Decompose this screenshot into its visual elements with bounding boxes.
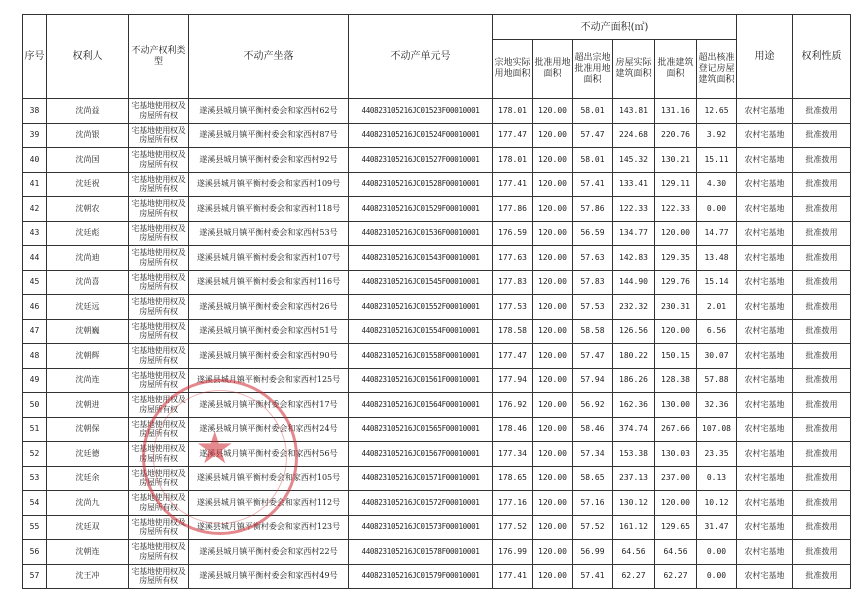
row-right-type: 宅基地使用权及房屋所有权: [129, 221, 189, 246]
row-use: 农村宅基地: [737, 319, 793, 344]
row-seq: 49: [23, 368, 47, 393]
table-row: [23, 466, 851, 491]
row-seq: 45: [23, 270, 47, 295]
header-area-approved: 批准用地面积: [533, 40, 573, 99]
row-right-type: 宅基地使用权及房屋所有权: [129, 564, 189, 589]
header-use: 用途: [737, 15, 793, 99]
table-row: [23, 99, 851, 124]
row-use: 农村宅基地: [737, 99, 793, 124]
row-owner: 沈尚益: [47, 99, 129, 124]
row-owner: 沈尚银: [47, 123, 129, 148]
row-nature: 批准拨用: [793, 417, 851, 442]
row-area-excess: 57.47: [573, 123, 613, 148]
row-building-approved: 150.15: [655, 344, 697, 369]
row-area-excess: 58.01: [573, 99, 613, 124]
row-unit-no: 440823105216JC01523F00010001: [349, 99, 493, 124]
header-area-excess: 超出宗地批准用地面积: [573, 40, 613, 99]
row-area-approved: 120.00: [533, 515, 573, 540]
table-row: [23, 344, 851, 369]
row-use: 农村宅基地: [737, 270, 793, 295]
row-seq: 52: [23, 442, 47, 467]
row-area-approved: 120.00: [533, 466, 573, 491]
row-owner: 沈廷双: [47, 515, 129, 540]
row-seq: 48: [23, 344, 47, 369]
row-right-type: 宅基地使用权及房屋所有权: [129, 148, 189, 173]
row-building-approved: 128.38: [655, 368, 697, 393]
row-building-approved: 120.00: [655, 221, 697, 246]
row-area-actual: 177.47: [493, 344, 533, 369]
row-nature: 批准拨用: [793, 540, 851, 565]
row-seq: 53: [23, 466, 47, 491]
row-building-actual: 134.77: [613, 221, 655, 246]
row-building-actual: 153.38: [613, 442, 655, 467]
row-area-excess: 57.83: [573, 270, 613, 295]
row-area-approved: 120.00: [533, 148, 573, 173]
row-unit-no: 440823105216JC01561F00010001: [349, 368, 493, 393]
row-seq: 41: [23, 172, 47, 197]
row-building-approved: 130.03: [655, 442, 697, 467]
row-area-excess: 57.16: [573, 491, 613, 516]
row-seq: 44: [23, 246, 47, 271]
row-building-actual: 130.12: [613, 491, 655, 516]
row-owner: 沈朝连: [47, 540, 129, 565]
row-area-approved: 120.00: [533, 99, 573, 124]
row-building-actual: 232.32: [613, 295, 655, 320]
row-location: 遂溪县城月镇平衡村委会和家西村105号: [189, 466, 349, 491]
row-unit-no: 440823105216JC01529F00010001: [349, 197, 493, 222]
row-building-excess: 13.48: [697, 246, 737, 271]
row-right-type: 宅基地使用权及房屋所有权: [129, 491, 189, 516]
row-building-approved: 130.21: [655, 148, 697, 173]
row-building-approved: 120.00: [655, 491, 697, 516]
row-building-actual: 126.56: [613, 319, 655, 344]
row-building-approved: 129.35: [655, 246, 697, 271]
table-row: [23, 123, 851, 148]
row-area-actual: 177.52: [493, 515, 533, 540]
row-seq: 54: [23, 491, 47, 516]
row-right-type: 宅基地使用权及房屋所有权: [129, 172, 189, 197]
row-area-actual: 178.65: [493, 466, 533, 491]
row-owner: 沈朝巍: [47, 319, 129, 344]
row-owner: 沈廷德: [47, 442, 129, 467]
table-row: [23, 295, 851, 320]
row-right-type: 宅基地使用权及房屋所有权: [129, 515, 189, 540]
row-area-approved: 120.00: [533, 221, 573, 246]
row-area-excess: 57.86: [573, 197, 613, 222]
row-owner: 沈廷祝: [47, 172, 129, 197]
row-area-excess: 57.63: [573, 246, 613, 271]
row-area-approved: 120.00: [533, 368, 573, 393]
row-seq: 40: [23, 148, 47, 173]
row-right-type: 宅基地使用权及房屋所有权: [129, 368, 189, 393]
table-row: [23, 393, 851, 418]
row-building-actual: 142.83: [613, 246, 655, 271]
row-building-approved: 129.76: [655, 270, 697, 295]
row-right-type: 宅基地使用权及房屋所有权: [129, 295, 189, 320]
table-row: [23, 540, 851, 565]
row-owner: 沈尚九: [47, 491, 129, 516]
row-area-excess: 57.53: [573, 295, 613, 320]
row-building-approved: 130.00: [655, 393, 697, 418]
row-building-excess: 0.00: [697, 540, 737, 565]
row-building-approved: 237.00: [655, 466, 697, 491]
row-area-approved: 120.00: [533, 197, 573, 222]
row-right-type: 宅基地使用权及房屋所有权: [129, 442, 189, 467]
header-location: 不动产坐落: [189, 15, 349, 99]
row-unit-no: 440823105216JC01567F00010001: [349, 442, 493, 467]
row-unit-no: 440823105216JC01573F00010001: [349, 515, 493, 540]
row-right-type: 宅基地使用权及房屋所有权: [129, 540, 189, 565]
row-building-actual: 180.22: [613, 344, 655, 369]
row-seq: 47: [23, 319, 47, 344]
header-building-actual: 房屋实际建筑面积: [613, 40, 655, 99]
row-seq: 42: [23, 197, 47, 222]
row-use: 农村宅基地: [737, 564, 793, 589]
row-building-approved: 129.65: [655, 515, 697, 540]
row-use: 农村宅基地: [737, 197, 793, 222]
row-building-actual: 237.13: [613, 466, 655, 491]
row-nature: 批准拨用: [793, 197, 851, 222]
seal-star-icon: ★: [195, 423, 235, 474]
row-area-actual: 178.46: [493, 417, 533, 442]
row-owner: 沈朝辉: [47, 344, 129, 369]
row-building-excess: 0.00: [697, 564, 737, 589]
row-building-excess: 3.92: [697, 123, 737, 148]
row-building-actual: 144.90: [613, 270, 655, 295]
row-building-excess: 15.11: [697, 148, 737, 173]
row-building-excess: 31.47: [697, 515, 737, 540]
row-building-approved: 230.31: [655, 295, 697, 320]
row-nature: 批准拨用: [793, 393, 851, 418]
row-right-type: 宅基地使用权及房屋所有权: [129, 197, 189, 222]
header-nature: 权利性质: [793, 15, 851, 99]
row-use: 农村宅基地: [737, 172, 793, 197]
row-right-type: 宅基地使用权及房屋所有权: [129, 393, 189, 418]
header-area-group: 不动产面积(㎡): [493, 15, 737, 40]
row-unit-no: 440823105216JC01543F00010001: [349, 246, 493, 271]
row-unit-no: 440823105216JC01527F00010001: [349, 148, 493, 173]
row-location: 遂溪县城月镇平衡村委会和家西村107号: [189, 246, 349, 271]
row-building-actual: 224.68: [613, 123, 655, 148]
row-use: 农村宅基地: [737, 393, 793, 418]
row-right-type: 宅基地使用权及房屋所有权: [129, 319, 189, 344]
row-building-excess: 12.65: [697, 99, 737, 124]
row-seq: 55: [23, 515, 47, 540]
row-use: 农村宅基地: [737, 442, 793, 467]
row-unit-no: 440823105216JC01528F00010001: [349, 172, 493, 197]
row-area-actual: 177.16: [493, 491, 533, 516]
row-use: 农村宅基地: [737, 515, 793, 540]
row-building-excess: 0.13: [697, 466, 737, 491]
row-area-actual: 176.59: [493, 221, 533, 246]
row-building-actual: 64.56: [613, 540, 655, 565]
row-location: 遂溪县城月镇平衡村委会和家西村53号: [189, 221, 349, 246]
row-location: 遂溪县城月镇平衡村委会和家西村92号: [189, 148, 349, 173]
table-row: [23, 148, 851, 173]
row-building-actual: 374.74: [613, 417, 655, 442]
row-nature: 批准拨用: [793, 368, 851, 393]
row-location: 遂溪县城月镇平衡村委会和家西村51号: [189, 319, 349, 344]
row-area-excess: 56.59: [573, 221, 613, 246]
row-owner: 沈朝保: [47, 417, 129, 442]
table-row: [23, 197, 851, 222]
row-right-type: 宅基地使用权及房屋所有权: [129, 99, 189, 124]
row-building-approved: 131.16: [655, 99, 697, 124]
row-right-type: 宅基地使用权及房屋所有权: [129, 123, 189, 148]
row-unit-no: 440823105216JC01524F00010001: [349, 123, 493, 148]
row-building-approved: 129.11: [655, 172, 697, 197]
row-location: 遂溪县城月镇平衡村委会和家西村17号: [189, 393, 349, 418]
header-owner: 权利人: [47, 15, 129, 99]
row-area-excess: 57.94: [573, 368, 613, 393]
row-location: 遂溪县城月镇平衡村委会和家西村87号: [189, 123, 349, 148]
row-building-approved: 64.56: [655, 540, 697, 565]
row-nature: 批准拨用: [793, 344, 851, 369]
row-building-excess: 23.35: [697, 442, 737, 467]
row-building-excess: 57.88: [697, 368, 737, 393]
row-area-excess: 58.01: [573, 148, 613, 173]
row-area-approved: 120.00: [533, 417, 573, 442]
row-nature: 批准拨用: [793, 123, 851, 148]
row-use: 农村宅基地: [737, 491, 793, 516]
row-location: 遂溪县城月镇平衡村委会和家西村112号: [189, 491, 349, 516]
row-area-approved: 120.00: [533, 172, 573, 197]
row-nature: 批准拨用: [793, 172, 851, 197]
row-building-excess: 2.01: [697, 295, 737, 320]
row-unit-no: 440823105216JC01572F00010001: [349, 491, 493, 516]
row-building-actual: 62.27: [613, 564, 655, 589]
row-building-excess: 15.14: [697, 270, 737, 295]
row-right-type: 宅基地使用权及房屋所有权: [129, 466, 189, 491]
row-unit-no: 440823105216JC01579F00010001: [349, 564, 493, 589]
table-row: [23, 515, 851, 540]
header-seq: 序号: [23, 15, 47, 99]
document-page: [22, 14, 850, 598]
row-area-approved: 120.00: [533, 270, 573, 295]
row-seq: 56: [23, 540, 47, 565]
row-area-excess: 57.34: [573, 442, 613, 467]
row-location: 遂溪县城月镇平衡村委会和家西村22号: [189, 540, 349, 565]
row-area-actual: 177.34: [493, 442, 533, 467]
row-nature: 批准拨用: [793, 270, 851, 295]
row-area-actual: 176.92: [493, 393, 533, 418]
row-nature: 批准拨用: [793, 319, 851, 344]
table-row: [23, 172, 851, 197]
row-building-excess: 4.30: [697, 172, 737, 197]
row-area-actual: 177.94: [493, 368, 533, 393]
row-area-excess: 58.58: [573, 319, 613, 344]
row-area-excess: 57.41: [573, 172, 613, 197]
row-location: 遂溪县城月镇平衡村委会和家西村123号: [189, 515, 349, 540]
row-building-actual: 143.81: [613, 99, 655, 124]
row-location: 遂溪县城月镇平衡村委会和家西村56号: [189, 442, 349, 467]
row-unit-no: 440823105216JC01578F00010001: [349, 540, 493, 565]
table-row: [23, 368, 851, 393]
row-building-actual: 162.36: [613, 393, 655, 418]
row-use: 农村宅基地: [737, 417, 793, 442]
row-area-actual: 177.86: [493, 197, 533, 222]
row-area-excess: 56.92: [573, 393, 613, 418]
table-row: [23, 417, 851, 442]
row-right-type: 宅基地使用权及房屋所有权: [129, 246, 189, 271]
row-area-excess: 58.65: [573, 466, 613, 491]
row-area-excess: 56.99: [573, 540, 613, 565]
row-owner: 沈廷余: [47, 466, 129, 491]
row-use: 农村宅基地: [737, 540, 793, 565]
row-use: 农村宅基地: [737, 295, 793, 320]
header-right-type: 不动产权利类型: [129, 15, 189, 99]
row-area-actual: 177.41: [493, 172, 533, 197]
row-building-excess: 32.36: [697, 393, 737, 418]
row-location: 遂溪县城月镇平衡村委会和家西村49号: [189, 564, 349, 589]
row-seq: 39: [23, 123, 47, 148]
header-unit-no: 不动产单元号: [349, 15, 493, 99]
row-right-type: 宅基地使用权及房屋所有权: [129, 270, 189, 295]
row-area-actual: 177.53: [493, 295, 533, 320]
row-building-actual: 161.12: [613, 515, 655, 540]
row-nature: 批准拨用: [793, 564, 851, 589]
row-nature: 批准拨用: [793, 99, 851, 124]
property-table: [22, 14, 851, 589]
row-area-approved: 120.00: [533, 246, 573, 271]
table-row: [23, 319, 851, 344]
row-building-actual: 133.41: [613, 172, 655, 197]
header-area-actual: 宗地实际用地面积: [493, 40, 533, 99]
row-area-approved: 120.00: [533, 564, 573, 589]
row-area-actual: 177.63: [493, 246, 533, 271]
row-area-approved: 120.00: [533, 295, 573, 320]
row-area-approved: 120.00: [533, 442, 573, 467]
row-building-excess: 107.08: [697, 417, 737, 442]
row-owner: 沈王冲: [47, 564, 129, 589]
header-building-approved: 批准建筑面积: [655, 40, 697, 99]
row-area-approved: 120.00: [533, 491, 573, 516]
row-building-excess: 14.77: [697, 221, 737, 246]
row-location: 遂溪县城月镇平衡村委会和家西村26号: [189, 295, 349, 320]
row-building-excess: 30.07: [697, 344, 737, 369]
row-seq: 46: [23, 295, 47, 320]
row-seq: 43: [23, 221, 47, 246]
row-location: 遂溪县城月镇平衡村委会和家西村118号: [189, 197, 349, 222]
row-owner: 沈朝进: [47, 393, 129, 418]
row-building-excess: 0.00: [697, 197, 737, 222]
row-location: 遂溪县城月镇平衡村委会和家西村24号: [189, 417, 349, 442]
row-right-type: 宅基地使用权及房屋所有权: [129, 344, 189, 369]
row-seq: 57: [23, 564, 47, 589]
row-location: 遂溪县城月镇平衡村委会和家西村125号: [189, 368, 349, 393]
row-owner: 沈廷远: [47, 295, 129, 320]
row-area-actual: 176.99: [493, 540, 533, 565]
row-area-actual: 177.47: [493, 123, 533, 148]
row-nature: 批准拨用: [793, 466, 851, 491]
row-area-approved: 120.00: [533, 344, 573, 369]
row-building-approved: 62.27: [655, 564, 697, 589]
row-building-actual: 145.32: [613, 148, 655, 173]
row-owner: 沈尚国: [47, 148, 129, 173]
row-unit-no: 440823105216JC01564F00010001: [349, 393, 493, 418]
row-owner: 沈尚喜: [47, 270, 129, 295]
row-area-excess: 57.52: [573, 515, 613, 540]
row-area-actual: 178.01: [493, 148, 533, 173]
row-right-type: 宅基地使用权及房屋所有权: [129, 417, 189, 442]
row-building-excess: 6.56: [697, 319, 737, 344]
row-use: 农村宅基地: [737, 466, 793, 491]
row-area-actual: 177.41: [493, 564, 533, 589]
row-use: 农村宅基地: [737, 148, 793, 173]
row-location: 遂溪县城月镇平衡村委会和家西村62号: [189, 99, 349, 124]
row-owner: 沈朝农: [47, 197, 129, 222]
row-building-approved: 122.33: [655, 197, 697, 222]
table-row: [23, 221, 851, 246]
row-building-approved: 267.66: [655, 417, 697, 442]
row-use: 农村宅基地: [737, 344, 793, 369]
row-nature: 批准拨用: [793, 246, 851, 271]
row-owner: 沈廷彪: [47, 221, 129, 246]
row-area-approved: 120.00: [533, 319, 573, 344]
row-use: 农村宅基地: [737, 221, 793, 246]
table-row: [23, 491, 851, 516]
row-nature: 批准拨用: [793, 221, 851, 246]
row-nature: 批准拨用: [793, 515, 851, 540]
row-nature: 批准拨用: [793, 491, 851, 516]
row-use: 农村宅基地: [737, 123, 793, 148]
row-nature: 批准拨用: [793, 148, 851, 173]
row-area-excess: 57.47: [573, 344, 613, 369]
row-area-actual: 178.58: [493, 319, 533, 344]
row-unit-no: 440823105216JC01536F00010001: [349, 221, 493, 246]
row-area-approved: 120.00: [533, 393, 573, 418]
table-row: [23, 442, 851, 467]
row-owner: 沈尚迪: [47, 246, 129, 271]
row-location: 遂溪县城月镇平衡村委会和家西村90号: [189, 344, 349, 369]
row-unit-no: 440823105216JC01545F00010001: [349, 270, 493, 295]
row-use: 农村宅基地: [737, 246, 793, 271]
row-use: 农村宅基地: [737, 368, 793, 393]
row-area-approved: 120.00: [533, 540, 573, 565]
row-building-approved: 220.76: [655, 123, 697, 148]
row-area-actual: 177.83: [493, 270, 533, 295]
row-owner: 沈尚连: [47, 368, 129, 393]
row-unit-no: 440823105216JC01571F00010001: [349, 466, 493, 491]
row-area-excess: 57.41: [573, 564, 613, 589]
row-seq: 51: [23, 417, 47, 442]
row-location: 遂溪县城月镇平衡村委会和家西村109号: [189, 172, 349, 197]
header-building-excess: 超出核准登记房屋建筑面积: [697, 40, 737, 99]
row-nature: 批准拨用: [793, 295, 851, 320]
row-building-excess: 10.12: [697, 491, 737, 516]
row-building-approved: 120.00: [655, 319, 697, 344]
row-area-excess: 58.46: [573, 417, 613, 442]
row-unit-no: 440823105216JC01552F00010001: [349, 295, 493, 320]
row-building-actual: 186.26: [613, 368, 655, 393]
row-building-actual: 122.33: [613, 197, 655, 222]
row-area-approved: 120.00: [533, 123, 573, 148]
table-row: [23, 564, 851, 589]
row-area-actual: 178.01: [493, 99, 533, 124]
row-seq: 50: [23, 393, 47, 418]
row-nature: 批准拨用: [793, 442, 851, 467]
row-seq: 38: [23, 99, 47, 124]
row-unit-no: 440823105216JC01554F00010001: [349, 319, 493, 344]
row-location: 遂溪县城月镇平衡村委会和家西村116号: [189, 270, 349, 295]
table-row: [23, 246, 851, 271]
row-unit-no: 440823105216JC01558F00010001: [349, 344, 493, 369]
table-row: [23, 270, 851, 295]
row-unit-no: 440823105216JC01565F00010001: [349, 417, 493, 442]
